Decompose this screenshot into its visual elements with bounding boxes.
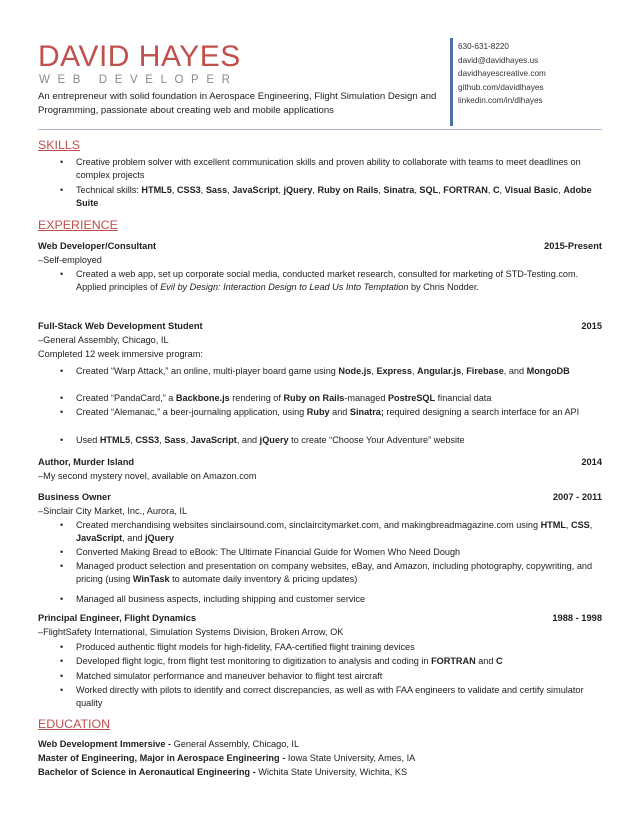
bullet: • bbox=[60, 407, 64, 417]
contact-email[interactable]: david@davidhayes.us bbox=[458, 55, 539, 65]
bullet: • bbox=[60, 656, 64, 666]
header-rule bbox=[38, 129, 602, 130]
job-bullet: Created a web app, set up corporate social media, conducted market research, consulted for marketing of STD-Testing.com. Applied principles of Evil by Design: Interaction Design to Lead Us Into Temptation by Chris Nodder. bbox=[76, 269, 579, 293]
job-org: –FlightSafety International, Simulation Systems Division, Broken Arrow, OK bbox=[38, 627, 344, 637]
job-bullet: Matched simulator performance and maneuver behavior to flight test aircraft bbox=[76, 671, 383, 681]
job-bullet: Developed flight logic, from flight test monitoring to digitization to analysis and coding in FORTRAN and C bbox=[76, 656, 503, 666]
degree: Bachelor of Science in Aeronautical Engineering - bbox=[38, 767, 256, 777]
job-bullet: Created “PandaCard,” a Backbone.js rendering of Ruby on Rails-managed PostreSQL financial data bbox=[76, 393, 492, 403]
bullet: • bbox=[60, 547, 64, 557]
job-bullet: Converted Making Bread to eBook: The Ultimate Financial Guide for Women Who Need Dough bbox=[76, 547, 461, 557]
job-note: Completed 12 week immersive program: bbox=[38, 349, 203, 359]
education-item bbox=[38, 766, 598, 779]
job-date: 1988 - 1998 bbox=[552, 613, 602, 623]
contact-linkedin[interactable]: linkedin.com/in/dlhayes bbox=[458, 96, 543, 106]
header-divider bbox=[450, 38, 453, 126]
job-date: 2015 bbox=[581, 321, 602, 331]
bullet: • bbox=[60, 594, 64, 604]
skills-heading: SKILLS bbox=[38, 138, 81, 152]
job-title: Full-Stack Web Development Student bbox=[38, 321, 203, 331]
job-org: –Sinclair City Market, Inc., Aurora, IL bbox=[38, 506, 188, 516]
bullet: • bbox=[60, 393, 64, 403]
school: Wichita State University, Wichita, KS bbox=[255, 767, 408, 777]
education-heading: EDUCATION bbox=[38, 717, 111, 731]
education-item bbox=[38, 752, 598, 765]
job-bullet: Created “Alemanac,” a beer-journaling application, using Ruby and Sinatra; required designing a search interface for an API bbox=[76, 407, 580, 417]
job-bullet: Produced authentic flight models for high-fidelity, FAA-certified flight training devices bbox=[76, 642, 415, 652]
job-bullet: Used HTML5, CSS3, Sass, JavaScript, and jQuery to create “Choose Your Adventure” website bbox=[76, 435, 465, 445]
job-bullet: Managed all business aspects, including shipping and customer service bbox=[76, 594, 366, 604]
job-org: –Self-employed bbox=[38, 255, 102, 265]
degree: Web Development Immersive - bbox=[38, 739, 172, 749]
job-title: Business Owner bbox=[38, 492, 111, 502]
school: General Assembly, Chicago, IL bbox=[171, 739, 300, 749]
job-title: Author, Murder Island bbox=[38, 457, 135, 467]
bullet: • bbox=[60, 185, 64, 195]
school: Iowa State University, Ames, IA bbox=[285, 753, 416, 763]
contact-block bbox=[458, 40, 546, 108]
skills-item: Technical skills: HTML5, CSS3, Sass, JavaScript, jQuery, Ruby on Rails, Sinatra, SQL, FORTRAN, C, Visual Basic, Adobe Suite bbox=[76, 185, 592, 209]
bullet: • bbox=[60, 269, 64, 279]
bullet: • bbox=[60, 561, 64, 571]
bullet: • bbox=[60, 520, 64, 530]
job-bullet: Created “Warp Attack,” an online, multi-player board game using Node.js, Express, Angular.js, Firebase, and MongoDB bbox=[76, 366, 570, 376]
bullet: • bbox=[60, 435, 64, 445]
bullet: • bbox=[60, 685, 64, 695]
job-title: Principal Engineer, Flight Dynamics bbox=[38, 613, 197, 623]
skills-item: Creative problem solver with excellent communication skills and proven ability to collaborate with teams to meet deadlines on complex projects bbox=[76, 157, 581, 181]
bullet: • bbox=[60, 671, 64, 681]
job-date: 2014 bbox=[581, 457, 602, 467]
job-bullet: Worked directly with pilots to identify and correct discrepancies, as well as with FAA engineers to validate and certify simulator quality bbox=[76, 685, 584, 709]
job-bullet: Created merchandising websites sinclairsound.com, sinclaircitymarket.com, and makingbreadmagazine.com using HTML, CSS, JavaScript, and jQuery bbox=[76, 520, 593, 544]
contact-phone[interactable]: 630-631-8220 bbox=[458, 42, 509, 51]
bullet: • bbox=[60, 157, 64, 167]
contact-github[interactable]: github.com/davidlhayes bbox=[458, 82, 544, 92]
job-title-banner: WEB DEVELOPER bbox=[39, 74, 238, 86]
job-org: –General Assembly, Chicago, IL bbox=[38, 335, 169, 345]
bullet: • bbox=[60, 642, 64, 652]
job-bullet: Managed product selection and presentation on company websites, eBay, and Amazon, including photography, copywriting, and pricing (using WinTask to automate daily inventory & pricing updates) bbox=[76, 561, 593, 585]
experience-heading: EXPERIENCE bbox=[38, 218, 118, 232]
bullet: • bbox=[60, 366, 64, 376]
job-title: Web Developer/Consultant bbox=[38, 241, 157, 251]
job-org: –My second mystery novel, available on Amazon.com bbox=[38, 471, 257, 481]
tagline: An entrepreneur with solid foundation in Aerospace Engineering, Flight Simulation Design and Programming, passionate about creating web and mobile applications bbox=[38, 91, 437, 116]
degree: Master of Engineering, Major in Aerospace Engineering - bbox=[38, 753, 286, 763]
candidate-name: DAVID HAYES bbox=[38, 40, 241, 73]
job-date: 2015-Present bbox=[544, 241, 602, 251]
job-date: 2007 - 2011 bbox=[552, 492, 602, 502]
contact-website[interactable]: davidhayescreative.com bbox=[458, 69, 546, 79]
education-item bbox=[38, 738, 598, 751]
